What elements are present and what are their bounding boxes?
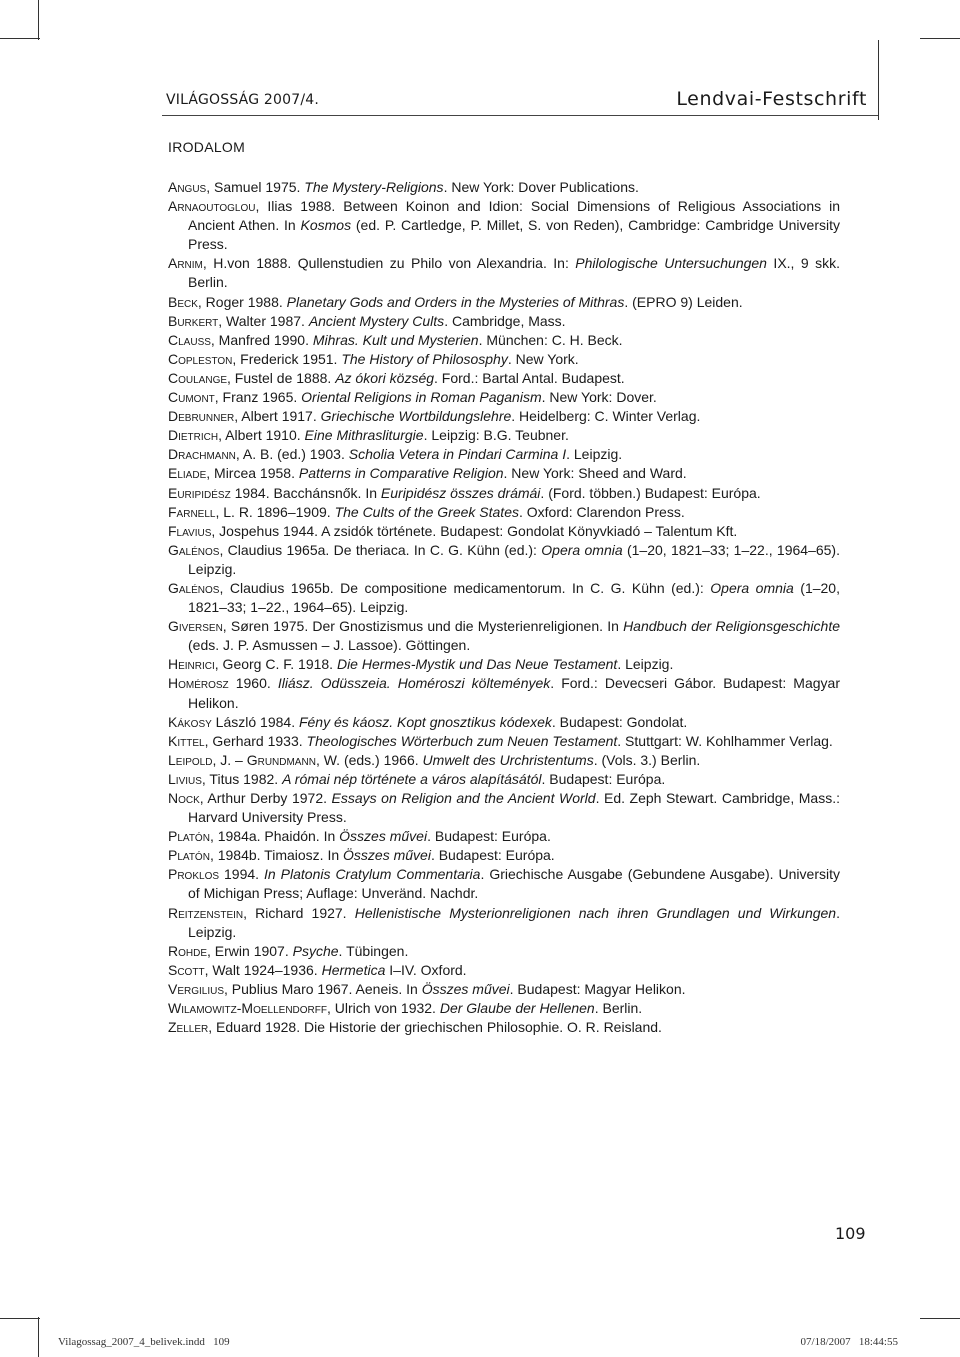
crop-mark: [920, 1318, 960, 1319]
reference-text: . Budapest: Európa.: [430, 847, 555, 864]
reference-entry: [168, 178, 840, 197]
reference-text: . Tübingen.: [338, 942, 409, 959]
reference-text: . München: C. H. Beck.: [478, 331, 623, 348]
reference-title: Hermetica: [321, 961, 386, 978]
reference-text: 1994.: [219, 866, 265, 883]
reference-author: Nock: [168, 790, 200, 806]
reference-text: , Titus 1982.: [201, 770, 283, 787]
reference-author: Arnaoutoglou: [168, 198, 256, 215]
reference-text: (1–20, 1821–33; 1–22., 1964–65). Leipzig.: [188, 541, 840, 577]
reference-entry: [168, 865, 840, 903]
reference-entry: [168, 827, 840, 846]
reference-text: , Ilias 1988. Between Koinon and Idion: Social Dimensions of Religious Associations in Ancient Athen. In: [188, 198, 840, 234]
reference-title: Iliász. Odüsszeia. Homéroszi költemények: [277, 675, 551, 692]
reference-title: Hellenistische Mysterionreligionen nach ihren Grundlagen und Wirkungen: [354, 904, 837, 921]
reference-title: A római nép története a város alapításától: [282, 770, 542, 787]
reference-title: The History of Philososphy: [341, 350, 508, 367]
reference-text: , H.von 1888. Qullenstudien zu Philo von Alexandria. In:: [202, 255, 576, 272]
reference-text: . New York.: [507, 350, 579, 367]
reference-text: 1960.: [228, 675, 278, 692]
reference-author: Scott: [168, 961, 205, 978]
reference-title: Opera omnia: [710, 579, 794, 596]
reference-entry: [168, 293, 840, 312]
reference-text: , Walter 1987.: [218, 312, 309, 329]
reference-text: . Leipzig.: [566, 446, 623, 463]
reference-entry: [168, 350, 840, 369]
reference-entry: [168, 484, 840, 503]
reference-text: , Frederick 1951.: [232, 350, 342, 367]
reference-title: Psyche: [292, 942, 339, 959]
reference-entry: [168, 942, 840, 961]
reference-author: Eliade: [168, 465, 207, 482]
reference-author: Angus: [168, 179, 207, 195]
reference-text: , Georg C. F. 1918.: [214, 656, 337, 673]
reference-entry: [168, 961, 840, 980]
reference-entry: [168, 254, 840, 292]
reference-entry: [168, 464, 840, 483]
reference-text: László 1984.: [211, 713, 299, 730]
reference-text: , Franz 1965.: [214, 389, 302, 406]
crop-mark: [0, 1318, 40, 1319]
reference-author: Vergilius: [168, 980, 225, 997]
reference-text: , 1984a. Phaidón. In: [209, 828, 340, 845]
reference-title: Patterns in Comparative Religion: [298, 465, 504, 482]
reference-text: , Manfred 1990.: [210, 331, 313, 348]
reference-text: . Oxford: Clarendon Press.: [518, 503, 685, 520]
reference-entry: [168, 407, 840, 426]
reference-author: Livius: [168, 770, 202, 787]
reference-author: Euripidész: [168, 484, 231, 501]
reference-text: , Jospehus 1944. A zsidók története. Budapest: Gondolat Könyvkiadó – Talentum Kft.: [211, 522, 738, 539]
reference-title: Philologische Untersuchungen: [575, 255, 767, 272]
reference-entry: [168, 503, 840, 522]
reference-entry: [168, 426, 840, 445]
reference-author: Dietrich: [168, 427, 219, 444]
reference-author: Leipold: [168, 751, 213, 768]
reference-entry: [168, 541, 840, 579]
header-rule: [162, 115, 878, 116]
reference-title: Összes művei: [421, 980, 510, 997]
reference-entry: [168, 1018, 840, 1037]
reference-author: Kittel: [168, 732, 205, 749]
reference-text: , 1984b. Timaiosz. In: [209, 847, 344, 864]
reference-title: Der Glaube der Hellenen: [439, 1000, 595, 1017]
reference-title: Kosmos: [300, 217, 352, 234]
page-number: 109: [835, 1224, 866, 1243]
reference-author: Proklos: [168, 866, 220, 883]
reference-text: , Gerhard 1933.: [204, 732, 307, 749]
reference-text: , Richard 1927.: [243, 904, 355, 921]
reference-text: . Ed. Zeph Stewart. Cambridge, Mass.: Harvard University Press.: [188, 790, 840, 826]
reference-text: . Ford.: Bartal Antal. Budapest.: [434, 369, 625, 386]
reference-text: (1–20, 1821–33; 1–22., 1964–65). Leipzig.: [188, 579, 840, 616]
reference-entry: [168, 732, 840, 751]
crop-mark: [920, 38, 960, 39]
reference-text: (ed. P. Cartledge, P. Millet, S. von Reden), Cambridge: Cambridge University Press.: [188, 217, 840, 253]
reference-entry: [168, 331, 840, 350]
reference-text: , Samuel 1975.: [206, 179, 305, 195]
reference-text: (eds. J. P. Asmussen – J. Lassoe). Göttingen.: [188, 637, 471, 654]
reference-author: Platón: [168, 828, 210, 845]
running-header-journal: VILÁGOSSÁG 2007/4.: [166, 92, 319, 108]
reference-author: Zeller: [168, 1019, 209, 1036]
reference-text: , L. R. 1896–1909.: [215, 503, 335, 520]
reference-text: , W. (eds.) 1966.: [315, 751, 423, 768]
reference-text: , Erwin 1907.: [207, 942, 293, 959]
reference-list: [168, 178, 840, 1037]
reference-entry: [168, 388, 840, 407]
reference-text: . Stuttgart: W. Kohlhammer Verlag.: [617, 732, 833, 749]
reference-text: , Albert 1910.: [218, 427, 305, 444]
reference-title: Handbuch der Religionsgeschichte: [623, 618, 841, 635]
reference-entry: [168, 445, 840, 464]
crop-mark: [38, 1317, 39, 1357]
reference-author: Clauss: [168, 331, 211, 348]
reference-title: Scholia Vetera in Pindari Carmina I: [348, 446, 567, 463]
reference-author: Cumont: [168, 389, 215, 406]
reference-entry: [168, 789, 840, 827]
reference-text: , Eduard 1928. Die Historie der griechischen Philosophie. O. R. Reisland.: [208, 1019, 662, 1036]
reference-author: Burkert: [168, 312, 219, 329]
reference-text: , Søren 1975. Der Gnostizismus und die Mysterienreligionen. In: [222, 618, 624, 635]
reference-author: Rohde: [168, 942, 208, 959]
reference-text: . Budapest: Európa.: [427, 828, 551, 845]
reference-text: , A. B. (ed.) 1903.: [235, 446, 349, 463]
reference-entry: [168, 522, 840, 541]
reference-text: . Berlin.: [594, 1000, 643, 1017]
reference-entry: [168, 197, 840, 254]
reference-text: . Budapest: Európa.: [541, 770, 666, 787]
reference-author: Reitzenstein: [168, 904, 244, 921]
reference-text: . Budapest: Magyar Helikon.: [509, 980, 686, 997]
reference-text: , Arthur Derby 1972.: [199, 790, 332, 806]
crop-mark: [878, 40, 879, 120]
reference-title: Theologisches Wörterbuch zum Neuen Testament: [306, 732, 618, 749]
crop-mark: [0, 38, 40, 39]
running-header-issue: Lendvai-Festschrift: [676, 88, 867, 110]
reference-author: Platón: [168, 847, 210, 864]
reference-author: Galénos: [168, 541, 220, 558]
reference-text: , Mircea 1958.: [206, 465, 299, 482]
reference-author: Galénos: [168, 579, 220, 596]
reference-entry: [168, 655, 840, 674]
reference-text: , Walt 1924–1936.: [204, 961, 322, 978]
reference-text: , Claudius 1965b. De compositione medicamentorum. In C. G. Kühn (ed.):: [219, 579, 711, 596]
reference-author: Coulange: [168, 369, 228, 386]
reference-text: . New York: Dover.: [541, 389, 657, 406]
reference-title: Oriental Religions in Roman Paganism: [301, 389, 542, 406]
reference-text: , Claudius 1965a. De theriaca. In C. G. Kühn (ed.):: [219, 541, 542, 558]
reference-text: . (EPRO 9) Leiden.: [624, 293, 743, 310]
reference-author: Giversen: [168, 618, 223, 635]
reference-text: . Ford.: Devecseri Gábor. Budapest: Magyar Helikon.: [188, 675, 840, 711]
reference-author: Heinrici: [168, 656, 215, 673]
footer-timestamp: 07/18/2007 18:44:55: [800, 1336, 898, 1348]
reference-title: Mihras. Kult und Mysterien: [312, 331, 479, 348]
reference-text: . Leipzig.: [617, 656, 674, 673]
reference-title: The Cults of the Greek States: [334, 503, 519, 520]
reference-text: . Griechische Ausgabe (Gebundene Ausgabe). University of Michigan Press; Auflage: Unveränd. Nachdr.: [188, 866, 840, 902]
reference-title: Ancient Mystery Cults: [308, 312, 445, 329]
footer-file-slug: Vilagossag_2007_4_belivek.indd 109: [58, 1336, 230, 1348]
reference-entry: [168, 713, 840, 732]
reference-title: Összes művei: [343, 847, 431, 864]
reference-author: Wilamowitz-Moellendorff: [168, 1000, 327, 1017]
reference-title: Die Hermes-Mystik und Das Neue Testament: [336, 656, 618, 673]
reference-text: . Leipzig: B.G. Teubner.: [423, 427, 569, 444]
reference-text: IX., 9 skk. Berlin.: [188, 255, 840, 291]
reference-title: Essays on Religion and the Ancient World: [331, 790, 596, 806]
reference-title: Fény és káosz. Kopt gnosztikus kódexek: [298, 713, 552, 730]
reference-entry: [168, 369, 840, 388]
reference-entry: [168, 904, 840, 942]
reference-text: , Fustel de 1888.: [227, 369, 336, 386]
reference-text: . Heidelberg: C. Winter Verlag.: [511, 408, 701, 425]
reference-text: . New York: Sheed and Ward.: [503, 465, 687, 482]
reference-author: Homérosz: [168, 675, 229, 692]
reference-text: , Publius Maro 1967. Aeneis. In: [224, 980, 422, 997]
reference-text: . (Ford. többen.) Budapest: Európa.: [540, 484, 761, 501]
reference-entry: [168, 579, 840, 617]
reference-author: Grundmann: [246, 751, 316, 768]
reference-title: Összes művei: [339, 828, 428, 845]
reference-text: , Ulrich von 1932.: [327, 1000, 440, 1017]
reference-title: Opera omnia: [541, 541, 623, 558]
reference-title: Az ókori község: [335, 369, 435, 386]
reference-entry: [168, 674, 840, 712]
reference-author: Farnell: [168, 503, 216, 520]
reference-title: Planetary Gods and Orders in the Mysteries of Mithras: [286, 293, 625, 310]
reference-text: , Roger 1988.: [197, 293, 287, 310]
reference-text: . Cambridge, Mass.: [444, 312, 566, 329]
reference-author: Beck: [168, 293, 198, 310]
crop-mark: [38, 0, 39, 40]
reference-text: I–IV. Oxford.: [385, 961, 467, 978]
reference-text: . New York: Dover Publications.: [443, 179, 639, 195]
reference-text: 1984. Bacchánsnők. In: [230, 484, 381, 501]
reference-text: , J. –: [212, 751, 247, 768]
reference-entry: [168, 770, 840, 789]
reference-entry: [168, 751, 840, 770]
reference-author: Flavius: [168, 522, 212, 539]
reference-title: Umwelt des Urchristentums: [422, 751, 594, 768]
reference-author: Arnim: [168, 255, 203, 272]
reference-author: Kákosy: [168, 713, 212, 730]
reference-author: Copleston: [168, 350, 233, 367]
reference-title: Euripidész összes drámái: [380, 484, 541, 501]
reference-entry: [168, 999, 840, 1018]
reference-entry: [168, 617, 840, 655]
reference-title: In Platonis Cratylum Commentaria: [264, 866, 481, 883]
reference-title: The Mystery-Religions: [304, 179, 444, 195]
reference-author: Drachmann: [168, 446, 236, 463]
section-title: IRODALOM: [168, 139, 246, 155]
reference-text: . Leipzig.: [188, 904, 840, 940]
reference-text: . Budapest: Gondolat.: [551, 713, 688, 730]
reference-title: Eine Mithrasliturgie: [304, 427, 424, 444]
reference-author: Debrunner: [168, 408, 235, 425]
reference-entry: [168, 312, 840, 331]
reference-entry: [168, 980, 840, 999]
reference-text: , Albert 1917.: [234, 408, 321, 425]
reference-text: . (Vols. 3.) Berlin.: [593, 751, 701, 768]
reference-entry: [168, 846, 840, 865]
reference-title: Griechische Wortbildungslehre: [320, 408, 512, 425]
